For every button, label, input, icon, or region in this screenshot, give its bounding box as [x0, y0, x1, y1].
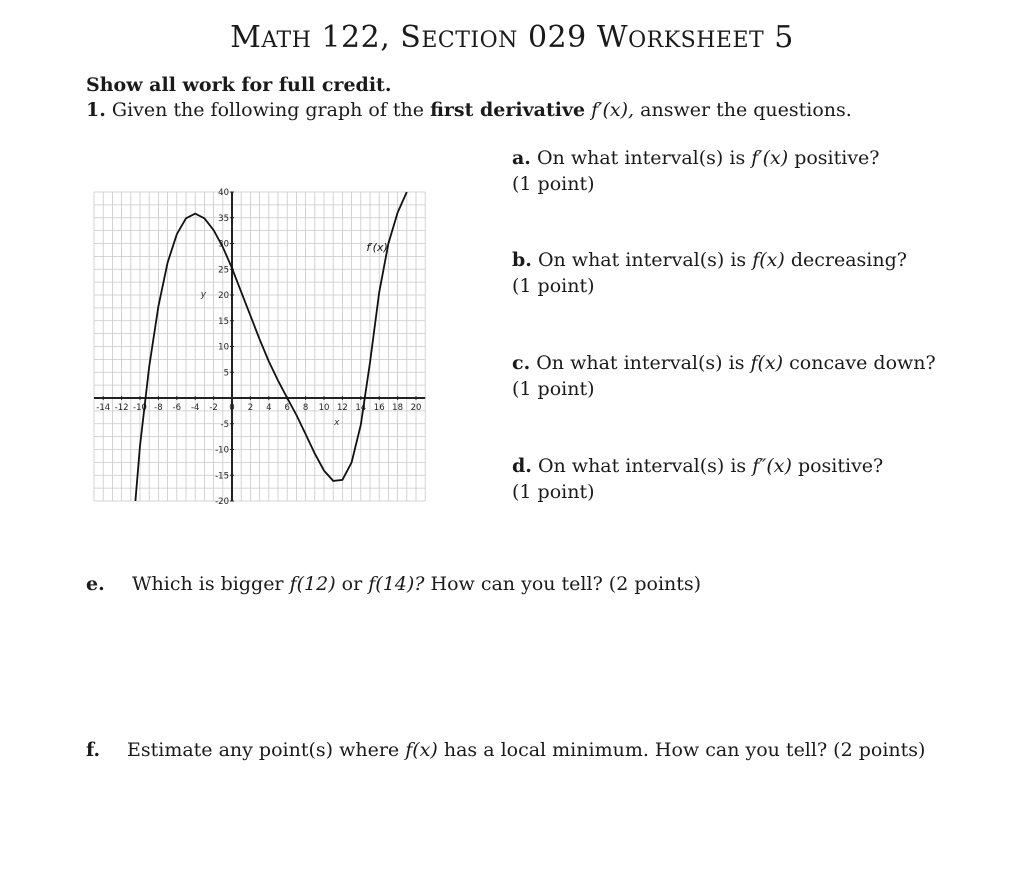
x-tick-label: -8	[154, 403, 163, 413]
x-tick-label: -4	[190, 403, 200, 413]
y-tick-label: 40	[218, 188, 229, 198]
y-tick-label: 15	[218, 316, 229, 327]
x-tick-label: -2	[209, 403, 218, 413]
x-tick-label: 0	[229, 403, 235, 413]
x-axis-letter: x	[334, 417, 340, 428]
question-number: 1.	[86, 99, 106, 121]
y-tick-label: -15	[215, 471, 229, 482]
x-tick-label: 16	[373, 403, 385, 413]
part-d: d. On what interval(s) is f″(x) positive? (1 point)	[512, 455, 884, 503]
x-tick-label: -10	[133, 403, 147, 413]
y-tick-label: -20	[215, 497, 229, 507]
instructions: Show all work for full credit.	[86, 74, 392, 96]
x-tick-label: 12	[336, 403, 348, 413]
math-fprime: f′(x),	[591, 99, 635, 121]
y-tick-label: 5	[223, 368, 229, 379]
y-tick-label: -5	[220, 419, 229, 430]
x-tick-label: 10	[318, 403, 330, 413]
y-tick-label: 25	[218, 265, 229, 276]
part-e: e. Which is bigger f(12) or f(14)? How can you tell? (2 points)	[86, 573, 702, 595]
x-tick-label: -14	[96, 403, 111, 413]
curve-label: f′(x)	[366, 241, 388, 255]
x-tick-label: 20	[410, 403, 422, 413]
x-tick-label: 4	[266, 403, 272, 413]
x-tick-label: -12	[114, 403, 129, 413]
x-tick-label: 14	[355, 403, 367, 413]
part-a: a. On what interval(s) is f′(x) positive? (1 point)	[512, 147, 880, 195]
y-tick-label: 10	[218, 342, 229, 353]
y-tick-label: 30	[218, 239, 229, 250]
x-tick-label: 2	[247, 403, 254, 413]
y-tick-label: 35	[218, 213, 229, 224]
x-tick-label: 6	[284, 403, 290, 413]
y-tick-label: -10	[215, 445, 229, 456]
part-c: c. On what interval(s) is f(x) concave down? (1 point)	[512, 352, 936, 400]
x-tick-label: 8	[302, 403, 309, 413]
page-title: MATH 122, SECTION 029 WORKSHEET 5	[230, 20, 794, 55]
derivative-graph	[96, 180, 422, 510]
x-tick-label: -6	[172, 403, 182, 413]
question-1: 1. Given the following graph of the first derivative f′(x), answer the questions.	[86, 99, 852, 121]
part-f: f. Estimate any point(s) where f(x) has a local minimum. How can you tell? (2 points)	[86, 739, 926, 761]
part-b: b. On what interval(s) is f(x) decreasing? (1 point)	[512, 249, 907, 297]
graph-grid	[94, 192, 425, 501]
x-tick-label: 18	[392, 403, 404, 413]
y-axis-letter: y	[200, 290, 207, 301]
y-tick-label: 20	[218, 291, 229, 301]
